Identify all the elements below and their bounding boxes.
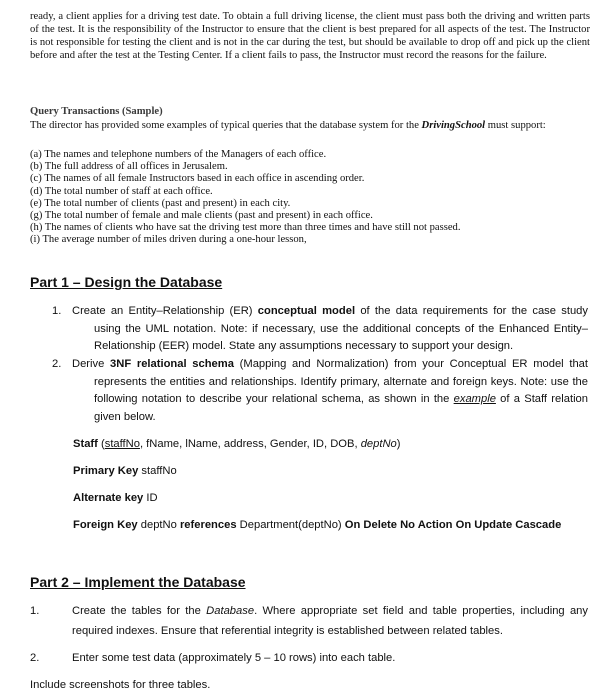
part1-item-1-bold: conceptual model: [257, 305, 356, 317]
query-intro-system-name: DrivingSchool: [421, 120, 486, 131]
example-link: example: [453, 393, 496, 405]
list-item: (d) The total number of staff at each office.: [30, 185, 213, 197]
footer-note: Include screenshots for three tables.: [30, 679, 211, 691]
references-label: references: [179, 519, 237, 531]
alternate-key-label: Alternate key: [73, 492, 144, 504]
part2-item-2-text: Enter some test data (approximately 5 – 10 rows) into each table.: [72, 652, 396, 664]
part1-item-1: [52, 303, 588, 356]
query-list: [30, 149, 461, 247]
references-value: Department(deptNo): [236, 519, 345, 531]
query-intro: [30, 119, 590, 132]
part2-item-2-number: 2.: [30, 652, 40, 664]
staff-schema-line: [73, 438, 401, 450]
schema-close-paren: ): [396, 438, 401, 450]
foreign-key-line: [73, 519, 561, 531]
part2-item-1-post: . Where appropriate set field and table properties, including any required indexes. Ensure that referential integrity is established between related tables.: [72, 605, 588, 637]
list-item: (h) The names of clients who have sat the driving test more than three times and have still not passed.: [30, 222, 461, 234]
part1-item-2-mid: (Mapping and Normalization) from your Conceptual ER model that represents the entities and relationships. Identify primary, alternate and foreign keys. Note: use the following notation to describe your relational schema, as shown in the: [94, 358, 589, 405]
query-heading: Query Transactions (Sample): [30, 106, 163, 117]
list-item: (g) The total number of female and male clients (past and present) in each office.: [30, 210, 373, 222]
query-intro-after: must support:: [485, 120, 546, 131]
part1-item-2-pre: Derive: [72, 358, 111, 370]
part2-item-1-pre: Create the tables for the: [72, 605, 207, 617]
primary-key-value: staffNo: [138, 465, 177, 477]
part2-item-1-italic: Database: [206, 605, 255, 617]
foreign-key-label: Foreign Key: [73, 519, 138, 531]
schema-table-name: Staff: [73, 438, 98, 450]
schema-open-paren: (: [97, 438, 105, 450]
part1-item-1-post: of the data requirements for the case study using the UML notation. Note: if necessary, use the additional concepts of the Enhanced Entity–Relationship (EER) model. State any assumptions necessary to support your design.: [94, 305, 588, 352]
part1-item-1-pre: Create an Entity–Relationship (ER): [72, 305, 258, 317]
part2-item-2: [30, 648, 588, 668]
part1-item-2-bold: 3NF relational schema: [110, 358, 234, 370]
schema-foreign-key: deptNo: [360, 438, 397, 450]
part2-heading: Part 2 – Implement the Database: [30, 574, 246, 590]
list-item: (e) The total number of clients (past and present) in each city.: [30, 197, 291, 209]
list-item: (b) The full address of all offices in Jerusalem.: [30, 161, 228, 173]
schema-primary-key: staffNo: [104, 438, 140, 450]
part1-heading: Part 1 – Design the Database: [30, 274, 223, 290]
list-item: (a) The names and telephone numbers of the Managers of each office.: [30, 149, 327, 160]
alternate-key-line: [73, 492, 158, 504]
list-item: (i) The average number of miles driven during a one-hour lesson,: [30, 234, 307, 246]
part1-item-2-number: 2.: [52, 358, 62, 370]
intro-paragraph: ready, a client applies for a driving test date. To obtain a full driving license, the client must pass both the driving and written parts of the test. It is the responsibility of the Instructor to ensure that the client is best prepared for all aspects of the test. The Instructor is not responsible for testing the client and is not in the car during the test, but should be available to drop off and pick up the client before and after the test at the Testing Center. If a client fails to pass, the Instructor must record the reasons for the failure.: [30, 11, 590, 61]
part1-item-1-number: 1.: [52, 305, 62, 317]
alternate-key-value: ID: [143, 492, 158, 504]
list-item: (c) The names of all female Instructors based in each office in ascending order.: [30, 173, 365, 185]
part1-item-2-post: of a Staff relation given below.: [94, 393, 588, 423]
referential-actions: On Delete No Action On Update Cascade: [344, 519, 562, 531]
foreign-key-value: deptNo: [137, 519, 180, 531]
primary-key-line: [73, 465, 177, 477]
primary-key-label: Primary Key: [73, 465, 139, 477]
schema-columns: , fName, lName, address, Gender, ID, DOB,: [139, 438, 361, 450]
part1-item-2: [52, 356, 588, 426]
query-intro-before: The director has provided some examples of typical queries that the database system for the: [30, 120, 422, 131]
part2-item-1-number: 1.: [30, 605, 40, 617]
part2-item-1: [30, 601, 588, 641]
